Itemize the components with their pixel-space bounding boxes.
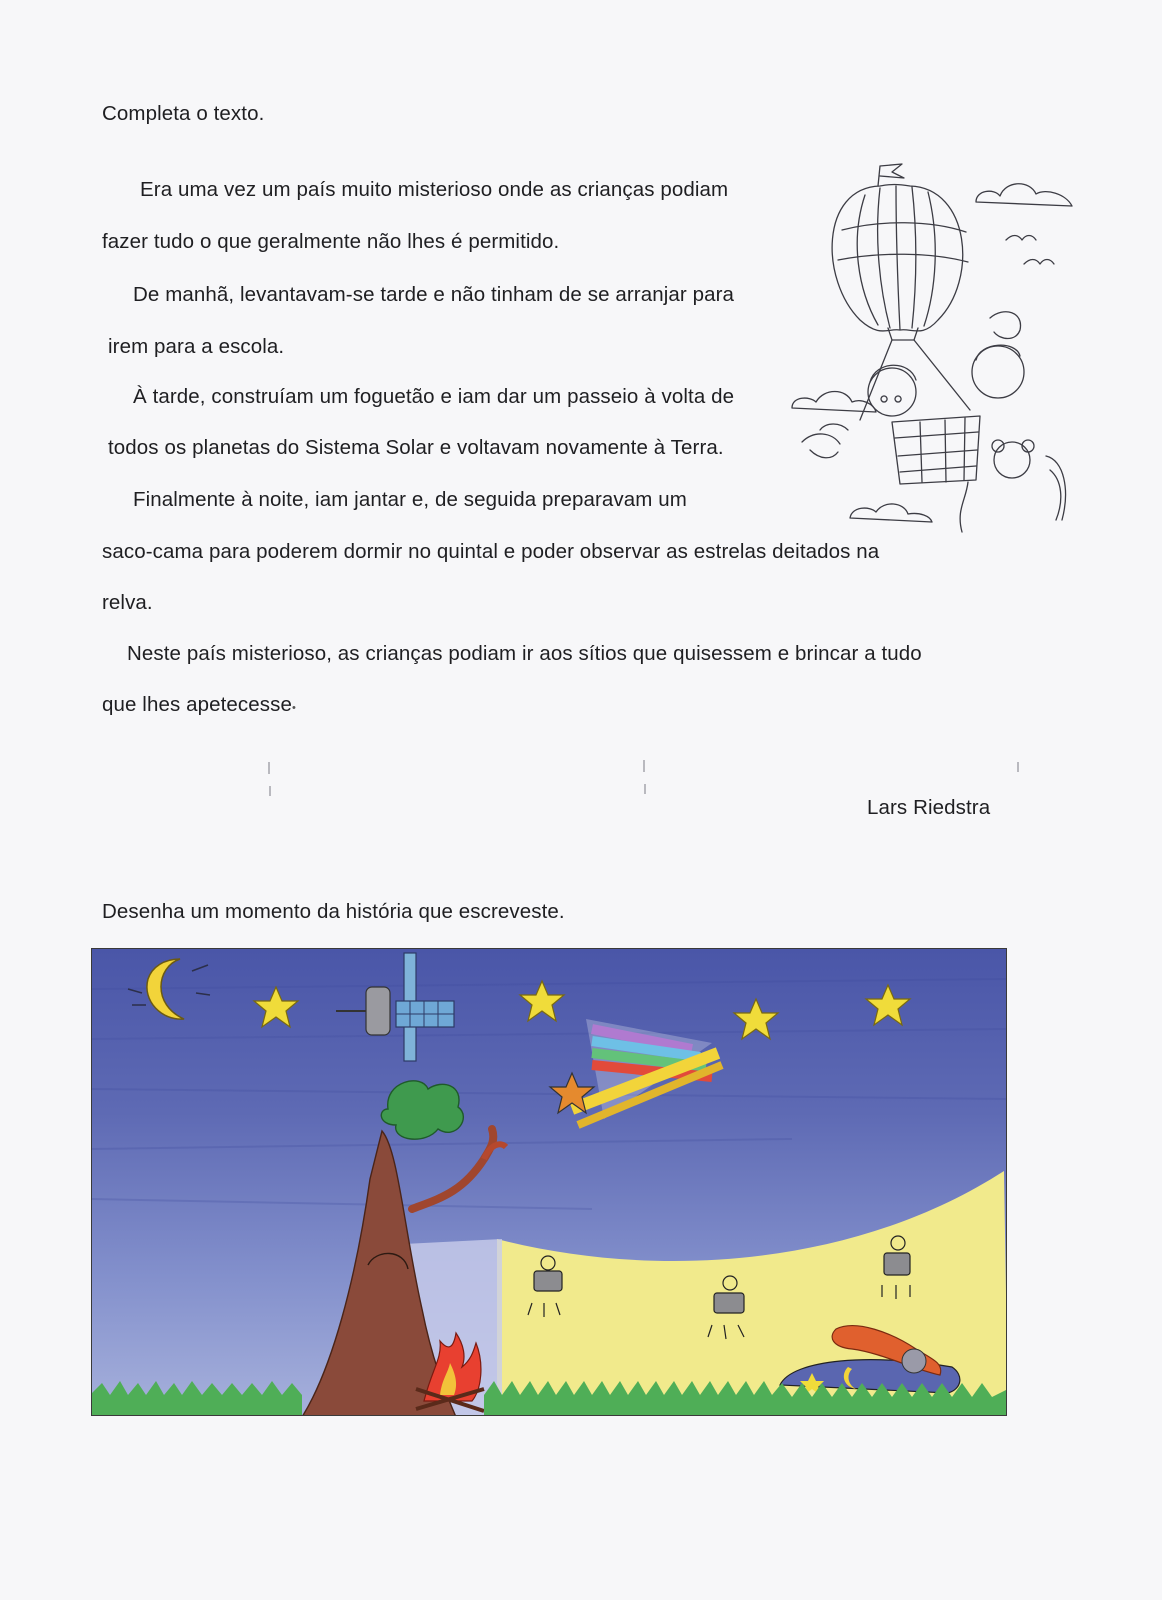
story-line-5: À tarde, construíam um foguetão e iam dar um passeio à volta de <box>133 385 735 408</box>
author-name: Lars Riedstra <box>867 796 991 819</box>
pencil-mark <box>644 784 646 794</box>
story-line-9: relva. <box>102 591 153 614</box>
story-line-2: fazer tudo o que geralmente não lhes é permitido. <box>102 230 560 253</box>
child-crayon-drawing <box>91 948 1007 1416</box>
story-line-7: Finalmente à noite, iam jantar e, de seguida preparavam um <box>133 488 687 511</box>
story-line-11 <box>102 693 296 720</box>
story-line-4: irem para a escola. <box>108 335 285 358</box>
handwritten-period: • <box>291 702 296 714</box>
story-line-3: De manhã, levantavam-se tarde e não tinham de se arranjar para <box>133 283 735 306</box>
story-line-8: saco-cama para poderem dormir no quintal e poder observar as estrelas deitados na <box>102 540 880 563</box>
story-line-1: Era uma vez um país muito misterioso onde as crianças podiam <box>140 178 729 201</box>
pencil-mark <box>643 760 645 772</box>
drawing-instruction: Desenha um momento da história que escreveste. <box>102 900 565 923</box>
pencil-mark <box>268 762 270 774</box>
worksheet-instruction: Completa o texto. <box>102 102 265 125</box>
pencil-mark <box>1017 762 1019 772</box>
story-line-6: todos os planetas do Sistema Solar e voltavam novamente à Terra. <box>108 436 724 459</box>
story-line-10: Neste país misterioso, as crianças podiam ir aos sítios que quisessem e brincar a tudo <box>127 642 922 665</box>
pencil-mark <box>269 786 271 796</box>
hot-air-balloon-with-children-icon <box>780 160 1080 540</box>
story-line-11-text: que lhes apetecesse <box>102 693 292 716</box>
